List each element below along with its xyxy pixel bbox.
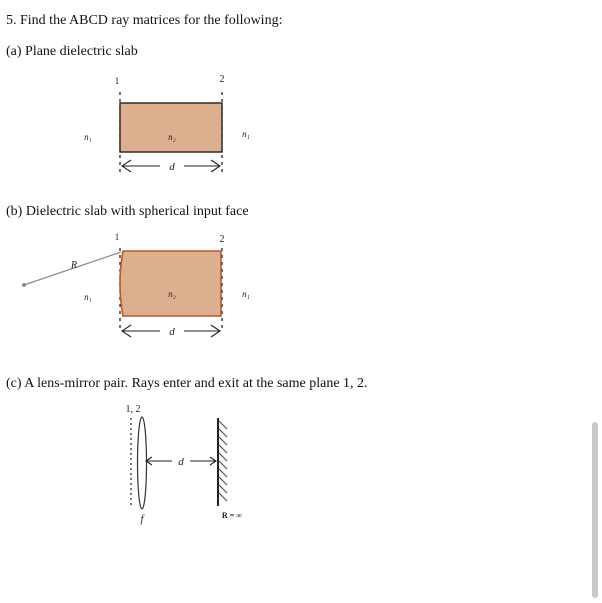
thin-lens [138, 417, 147, 509]
left-index-label: n₁ [84, 132, 92, 142]
part-b-caption: (b) Dielectric slab with spherical input face [6, 204, 249, 219]
distance-label: d [178, 456, 184, 468]
right-index-label: n₁ [242, 129, 250, 139]
plane-label: 1, 2 [125, 404, 141, 415]
plane-1-label: 1 [114, 76, 120, 86]
scrollbar-thumb[interactable] [592, 422, 598, 598]
radius-label: R [70, 260, 78, 271]
focal-length-label: f [140, 513, 144, 525]
slab-index-label: n₂ [168, 132, 176, 142]
left-index-label: n₁ [84, 292, 92, 302]
plane-2-label: 2 [219, 234, 225, 245]
distance-label: d [169, 326, 175, 338]
question-title: 5. Find the ABCD ray matrices for the following: [6, 13, 283, 28]
right-index-label: n₁ [242, 289, 250, 299]
plane-2-label: 2 [219, 74, 225, 85]
mirror-hatching [219, 421, 227, 501]
plane-1-label: 1 [114, 232, 120, 242]
part-a-caption: (a) Plane dielectric slab [6, 44, 138, 59]
part-c-caption: (c) A lens-mirror pair. Rays enter and exit at the same plane 1, 2. [6, 376, 368, 391]
slab-index-label: n₂ [168, 289, 176, 299]
distance-label: d [169, 161, 175, 173]
mirror-radius-label: R = ∞ [221, 511, 243, 520]
